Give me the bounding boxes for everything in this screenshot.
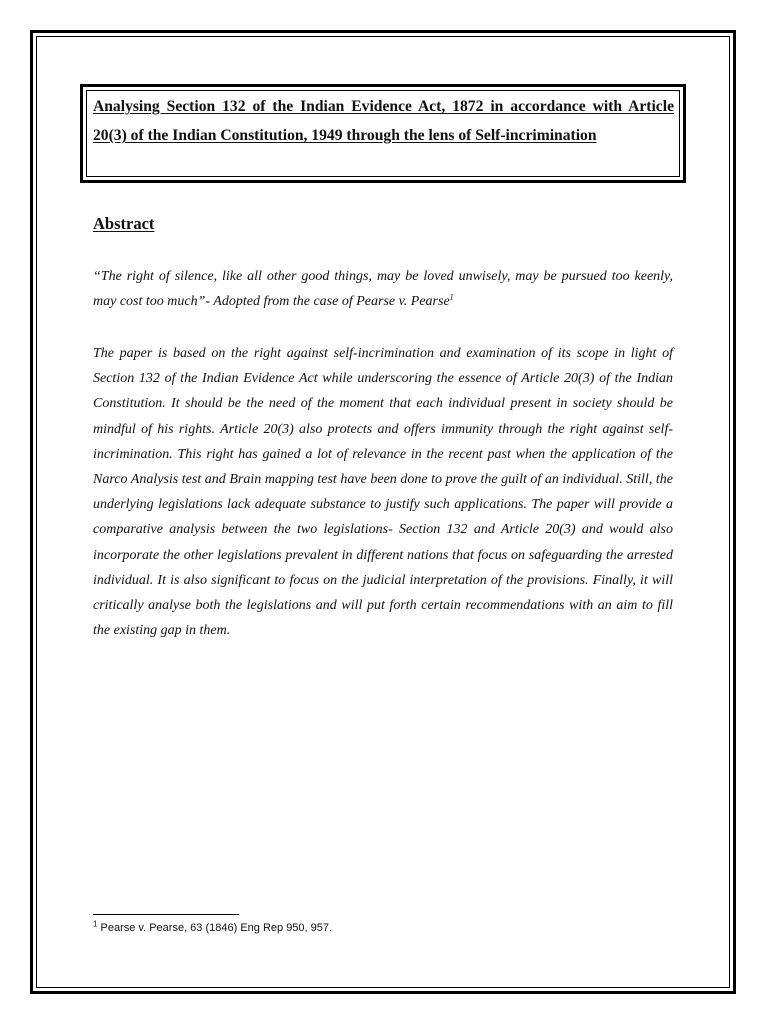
- footnote-number: 1: [93, 919, 98, 929]
- abstract-body: The paper is based on the right against self-incrimination and examination of its scope in light of Section 132 of the Indian Evidence Act while underscoring the essence of Article 20(3) of the Indian Constitution. It should be the need of the moment that each individual present in society should be mindful of his rights. Article 20(3) also protects and offers immunity through the right against self-incrimination. This right has gained a lot of relevance in the recent past when the application of the Narco Analysis test and Brain mapping test have been done to prove the guilt of an individual. Still, the underlying legislations lack adequate substance to justify such applications. The paper will provide a comparative analysis between the two legislations- Section 132 and Article 20(3) and would also incorporate the other legislations prevalent in different nations that focus on safeguarding the arrested individual. It is also significant to focus on the judicial interpretation of the provisions. Finally, it will critically analyse both the legislations and will put forth certain recommendations with an aim to fill the existing gap in them.: [93, 346, 673, 639]
- footnote: [93, 920, 332, 936]
- epigraph-quote: [93, 264, 673, 314]
- epigraph-text: “The right of silence, like all other good things, may be loved unwisely, may be pursued too keenly, may cost too much”- Adopted from the case of Pearse v. Pearse: [93, 269, 673, 309]
- footnote-reference: 1: [449, 292, 454, 302]
- footnote-separator: [93, 914, 239, 915]
- footnote-text: Pearse v. Pearse, 63 (1846) Eng Rep 950, 957.: [100, 922, 333, 934]
- abstract-heading: Abstract: [93, 214, 155, 233]
- paper-title: Analysing Section 132 of the Indian Evidence Act, 1872 in accordance with Article 20(3) of the Indian Constitution, 1949 through the lens of Self-incrimination: [93, 98, 674, 144]
- title-box: [86, 90, 680, 177]
